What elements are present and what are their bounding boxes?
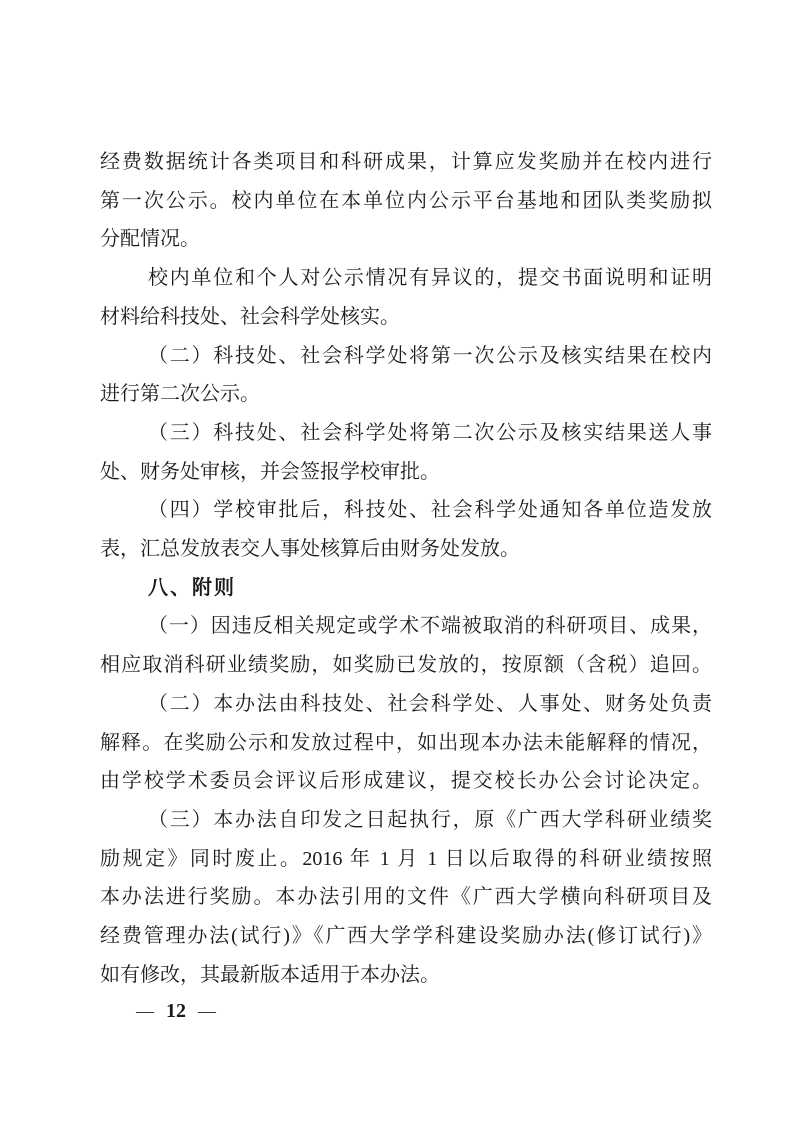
paragraph — [100, 259, 712, 336]
footer-dash-right: — — [198, 1001, 216, 1021]
text-line: 材料给科技处、社会科学处核实。 — [100, 305, 400, 328]
text-line: （三）本办法自印发之日起执行，原《广西大学科研业绩奖 — [148, 808, 712, 831]
text-line: 八、附则 — [148, 576, 236, 599]
text-line: （二）本办法由科技处、社会科学处、人事处、财务处负责 — [148, 692, 712, 715]
text-line: 第一次公示。校内单位在本单位内公示平台基地和团队类奖励拟 — [100, 189, 712, 212]
text-line: （四）学校审批后，科技处、社会科学处通知各单位造发放 — [148, 499, 712, 522]
text-line: 本办法进行奖励。本办法引用的文件《广西大学横向科研项目及 — [100, 886, 712, 909]
section-heading — [100, 569, 712, 608]
paragraph — [100, 414, 712, 491]
page-number: 12 — [166, 1000, 186, 1022]
text-line: 处、财务处审核，并会签报学校审批。 — [100, 460, 440, 483]
text-line: 解释。在奖励公示和发放过程中，如出现本办法未能解释的情况， — [100, 731, 712, 754]
paragraph — [100, 143, 712, 259]
paragraph — [100, 491, 712, 568]
text-line: 经费数据统计各类项目和科研成果，计算应发奖励并在校内进行 — [100, 151, 712, 173]
text-line: 分配情况。 — [100, 228, 200, 251]
text-line: 如有修改，其最新版本适用于本办法。 — [100, 963, 440, 986]
page-footer — [136, 1000, 216, 1023]
text-line: （三）科技处、社会科学处将第二次公示及核实结果送人事 — [148, 421, 712, 444]
text-line: 表，汇总发放表交人事处核算后由财务处发放。 — [100, 538, 520, 561]
text-line: 经费管理办法(试行)》《广西大学学科建设奖励办法(修订试行)》 — [100, 925, 712, 948]
text-line: 进行第二次公示。 — [100, 383, 260, 406]
paragraph — [100, 801, 712, 995]
text-line: 校内单位和个人对公示情况有异议的，提交书面说明和证明 — [148, 267, 712, 290]
paragraph — [100, 337, 712, 414]
document-body — [100, 143, 712, 994]
paragraph — [100, 685, 712, 801]
paragraph — [100, 607, 712, 684]
text-line: 相应取消科研业绩奖励，如奖励已发放的，按原额（含税）追回。 — [100, 654, 712, 677]
footer-dash-left: — — [136, 1001, 154, 1021]
text-line: 励规定》同时废止。2016 年 1 月 1 日以后取得的科研业绩按照 — [100, 847, 712, 870]
text-line: （一）因违反相关规定或学术不端被取消的科研项目、成果， — [148, 615, 712, 638]
text-line: 由学校学术委员会评议后形成建议，提交校长办公会讨论决定。 — [100, 770, 712, 793]
text-line: （二）科技处、社会科学处将第一次公示及核实结果在校内 — [148, 344, 712, 367]
